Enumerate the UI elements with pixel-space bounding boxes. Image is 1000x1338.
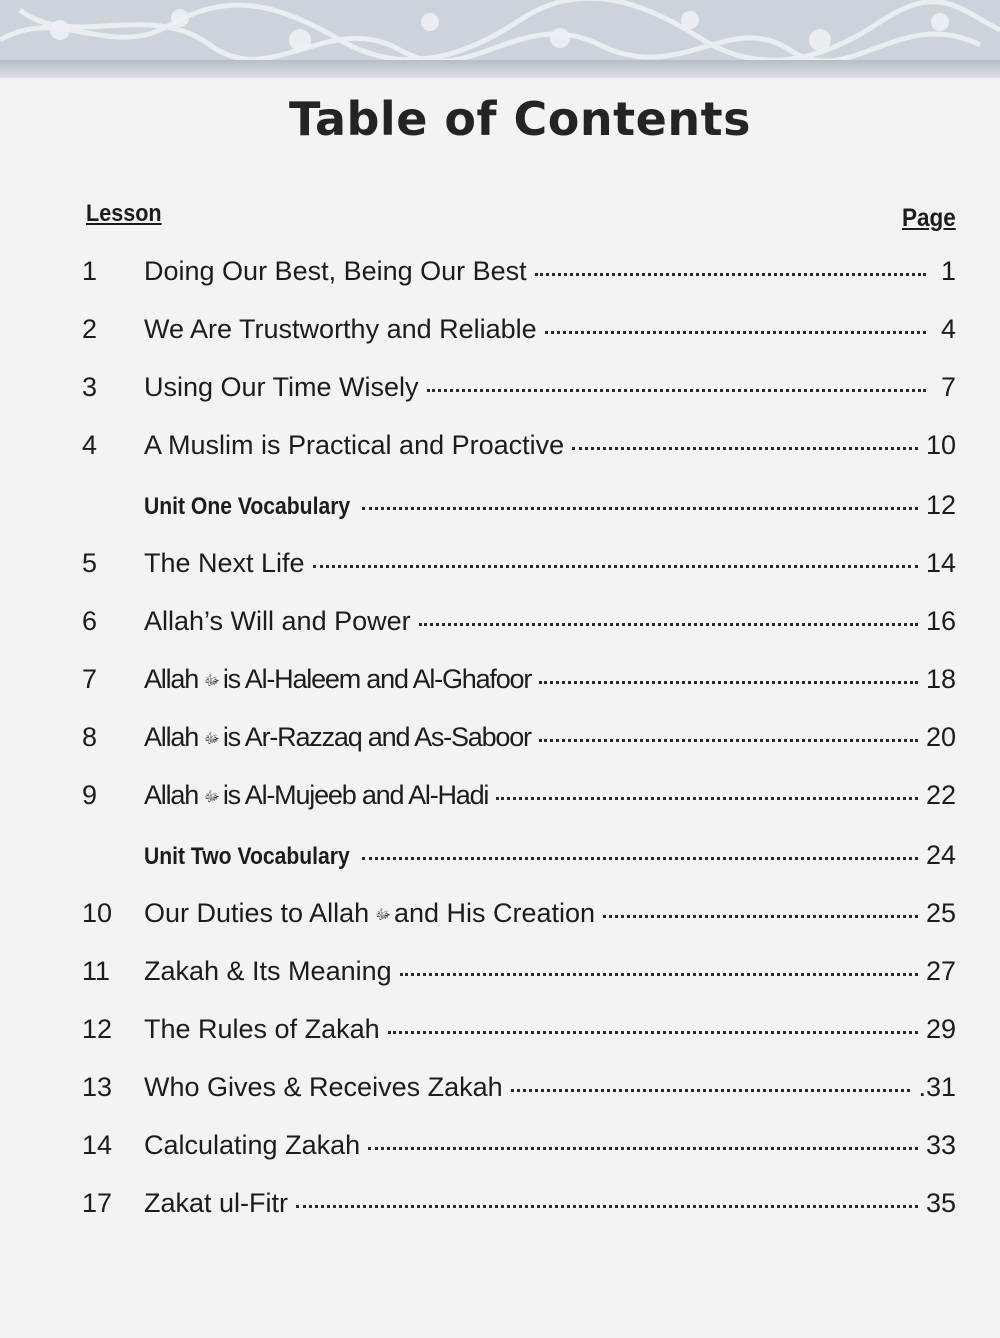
toc-entry[interactable] [82, 1072, 956, 1112]
dot-leader [572, 447, 918, 450]
dot-leader [539, 681, 918, 684]
lesson-title: A Muslim is Practical and Proactive [144, 430, 565, 460]
toc-entry[interactable] [82, 898, 956, 938]
lesson-number: 1 [82, 256, 98, 286]
toc-entry-unit-vocabulary[interactable] [82, 840, 956, 880]
toc-entry[interactable] [82, 1014, 956, 1054]
page-number: 24 [925, 840, 956, 870]
title-part: is Ar-Razzaq and As-Saboor [222, 722, 531, 752]
title-part: Allah [144, 780, 199, 810]
lesson-number: 11 [82, 956, 111, 986]
toc-entry[interactable] [82, 548, 956, 588]
lesson-title: The Rules of Zakah [144, 1014, 380, 1044]
page-number: 10 [925, 430, 956, 460]
title-part: Allah [144, 664, 199, 694]
unit-title: Unit One Vocabulary [144, 493, 351, 520]
dot-leader [496, 797, 918, 800]
toc-entry[interactable] [82, 372, 956, 412]
page-number: 16 [925, 606, 956, 636]
lesson-column-header: Lesson [86, 200, 162, 227]
toc-entry[interactable] [82, 606, 956, 646]
title-part: and His Creation [393, 898, 596, 928]
dot-leader [511, 1089, 911, 1092]
toc-entry[interactable] [82, 722, 956, 762]
dot-leader [362, 507, 918, 510]
toc-entry[interactable] [82, 956, 956, 996]
page-number: 27 [925, 956, 956, 986]
page-number: 4 [940, 314, 956, 344]
honorific-glyph: ﷻ [375, 906, 391, 922]
lesson-title: Calculating Zakah [144, 1130, 361, 1160]
lesson-number: 17 [82, 1188, 113, 1218]
toc-entry-unit-vocabulary[interactable] [82, 490, 956, 530]
lesson-number: 2 [82, 314, 98, 344]
dot-leader [388, 1031, 918, 1034]
dot-leader [545, 331, 926, 334]
dot-leader [427, 389, 926, 392]
lesson-title: Allah’s Will and Power [144, 606, 411, 636]
dot-leader [400, 973, 918, 976]
page-column-header: Page [902, 204, 956, 232]
toc-entry[interactable] [82, 430, 956, 470]
lesson-number: 4 [82, 430, 98, 460]
page-number: 12 [925, 490, 956, 520]
lesson-title [144, 780, 488, 811]
lesson-number: 13 [82, 1072, 113, 1102]
dot-leader [296, 1205, 918, 1208]
page-number: 18 [925, 664, 956, 694]
dot-leader [362, 857, 918, 860]
lesson-title: Using Our Time Wisely [144, 372, 419, 402]
lesson-number: 14 [82, 1130, 113, 1160]
toc-entry[interactable] [82, 780, 956, 820]
honorific-glyph: ﷻ [204, 788, 220, 804]
dot-leader [368, 1147, 918, 1150]
toc-entry[interactable] [82, 664, 956, 704]
page-number: 25 [925, 898, 956, 928]
lesson-title [144, 898, 595, 929]
honorific-glyph: ﷻ [204, 730, 220, 746]
page-number: 1 [940, 256, 956, 286]
page-title: Table of Contents [289, 92, 751, 146]
title-part: is Al-Haleem and Al-Ghafoor [222, 664, 532, 694]
toc-entry[interactable] [82, 1130, 956, 1170]
page-number: .31 [918, 1072, 956, 1102]
dot-leader [313, 565, 918, 568]
lesson-number: 8 [82, 722, 98, 752]
toc-entry[interactable] [82, 1188, 956, 1228]
dot-leader [539, 739, 918, 742]
lesson-title: Zakat ul-Fitr [144, 1188, 289, 1218]
dot-leader [603, 915, 918, 918]
lesson-title [144, 664, 531, 695]
title-part: Allah [144, 722, 199, 752]
floral-ornament-icon [0, 0, 1000, 64]
page-number: 7 [940, 372, 956, 402]
lesson-title: Zakah & Its Meaning [144, 956, 392, 986]
dot-leader [535, 273, 926, 276]
lesson-title: Who Gives & Receives Zakah [144, 1072, 503, 1102]
page-number: 14 [925, 548, 956, 578]
lesson-title: Doing Our Best, Being Our Best [144, 256, 527, 286]
lesson-number: 10 [82, 898, 113, 928]
banner-border [0, 60, 1000, 78]
lesson-title: The Next Life [144, 548, 305, 578]
decorative-banner [0, 0, 1000, 78]
unit-title: Unit Two Vocabulary [144, 843, 350, 870]
page-number: 35 [925, 1188, 956, 1218]
dot-leader [419, 623, 918, 626]
page-number: 33 [925, 1130, 956, 1160]
page-number: 20 [925, 722, 956, 752]
lesson-number: 12 [82, 1014, 113, 1044]
page-number: 22 [925, 780, 956, 810]
toc-entry[interactable] [82, 314, 956, 354]
lesson-title: We Are Trustworthy and Reliable [144, 314, 537, 344]
lesson-number: 7 [82, 664, 98, 694]
lesson-title [144, 722, 531, 753]
toc-entry[interactable] [82, 256, 956, 296]
lesson-number: 6 [82, 606, 98, 636]
lesson-number: 9 [82, 780, 98, 810]
honorific-glyph: ﷻ [204, 672, 220, 688]
title-part: Our Duties to Allah [144, 898, 370, 928]
lesson-number: 5 [82, 548, 98, 578]
page-number: 29 [925, 1014, 956, 1044]
lesson-number: 3 [82, 372, 98, 402]
title-part: is Al-Mujeeb and Al-Hadi [222, 780, 489, 810]
